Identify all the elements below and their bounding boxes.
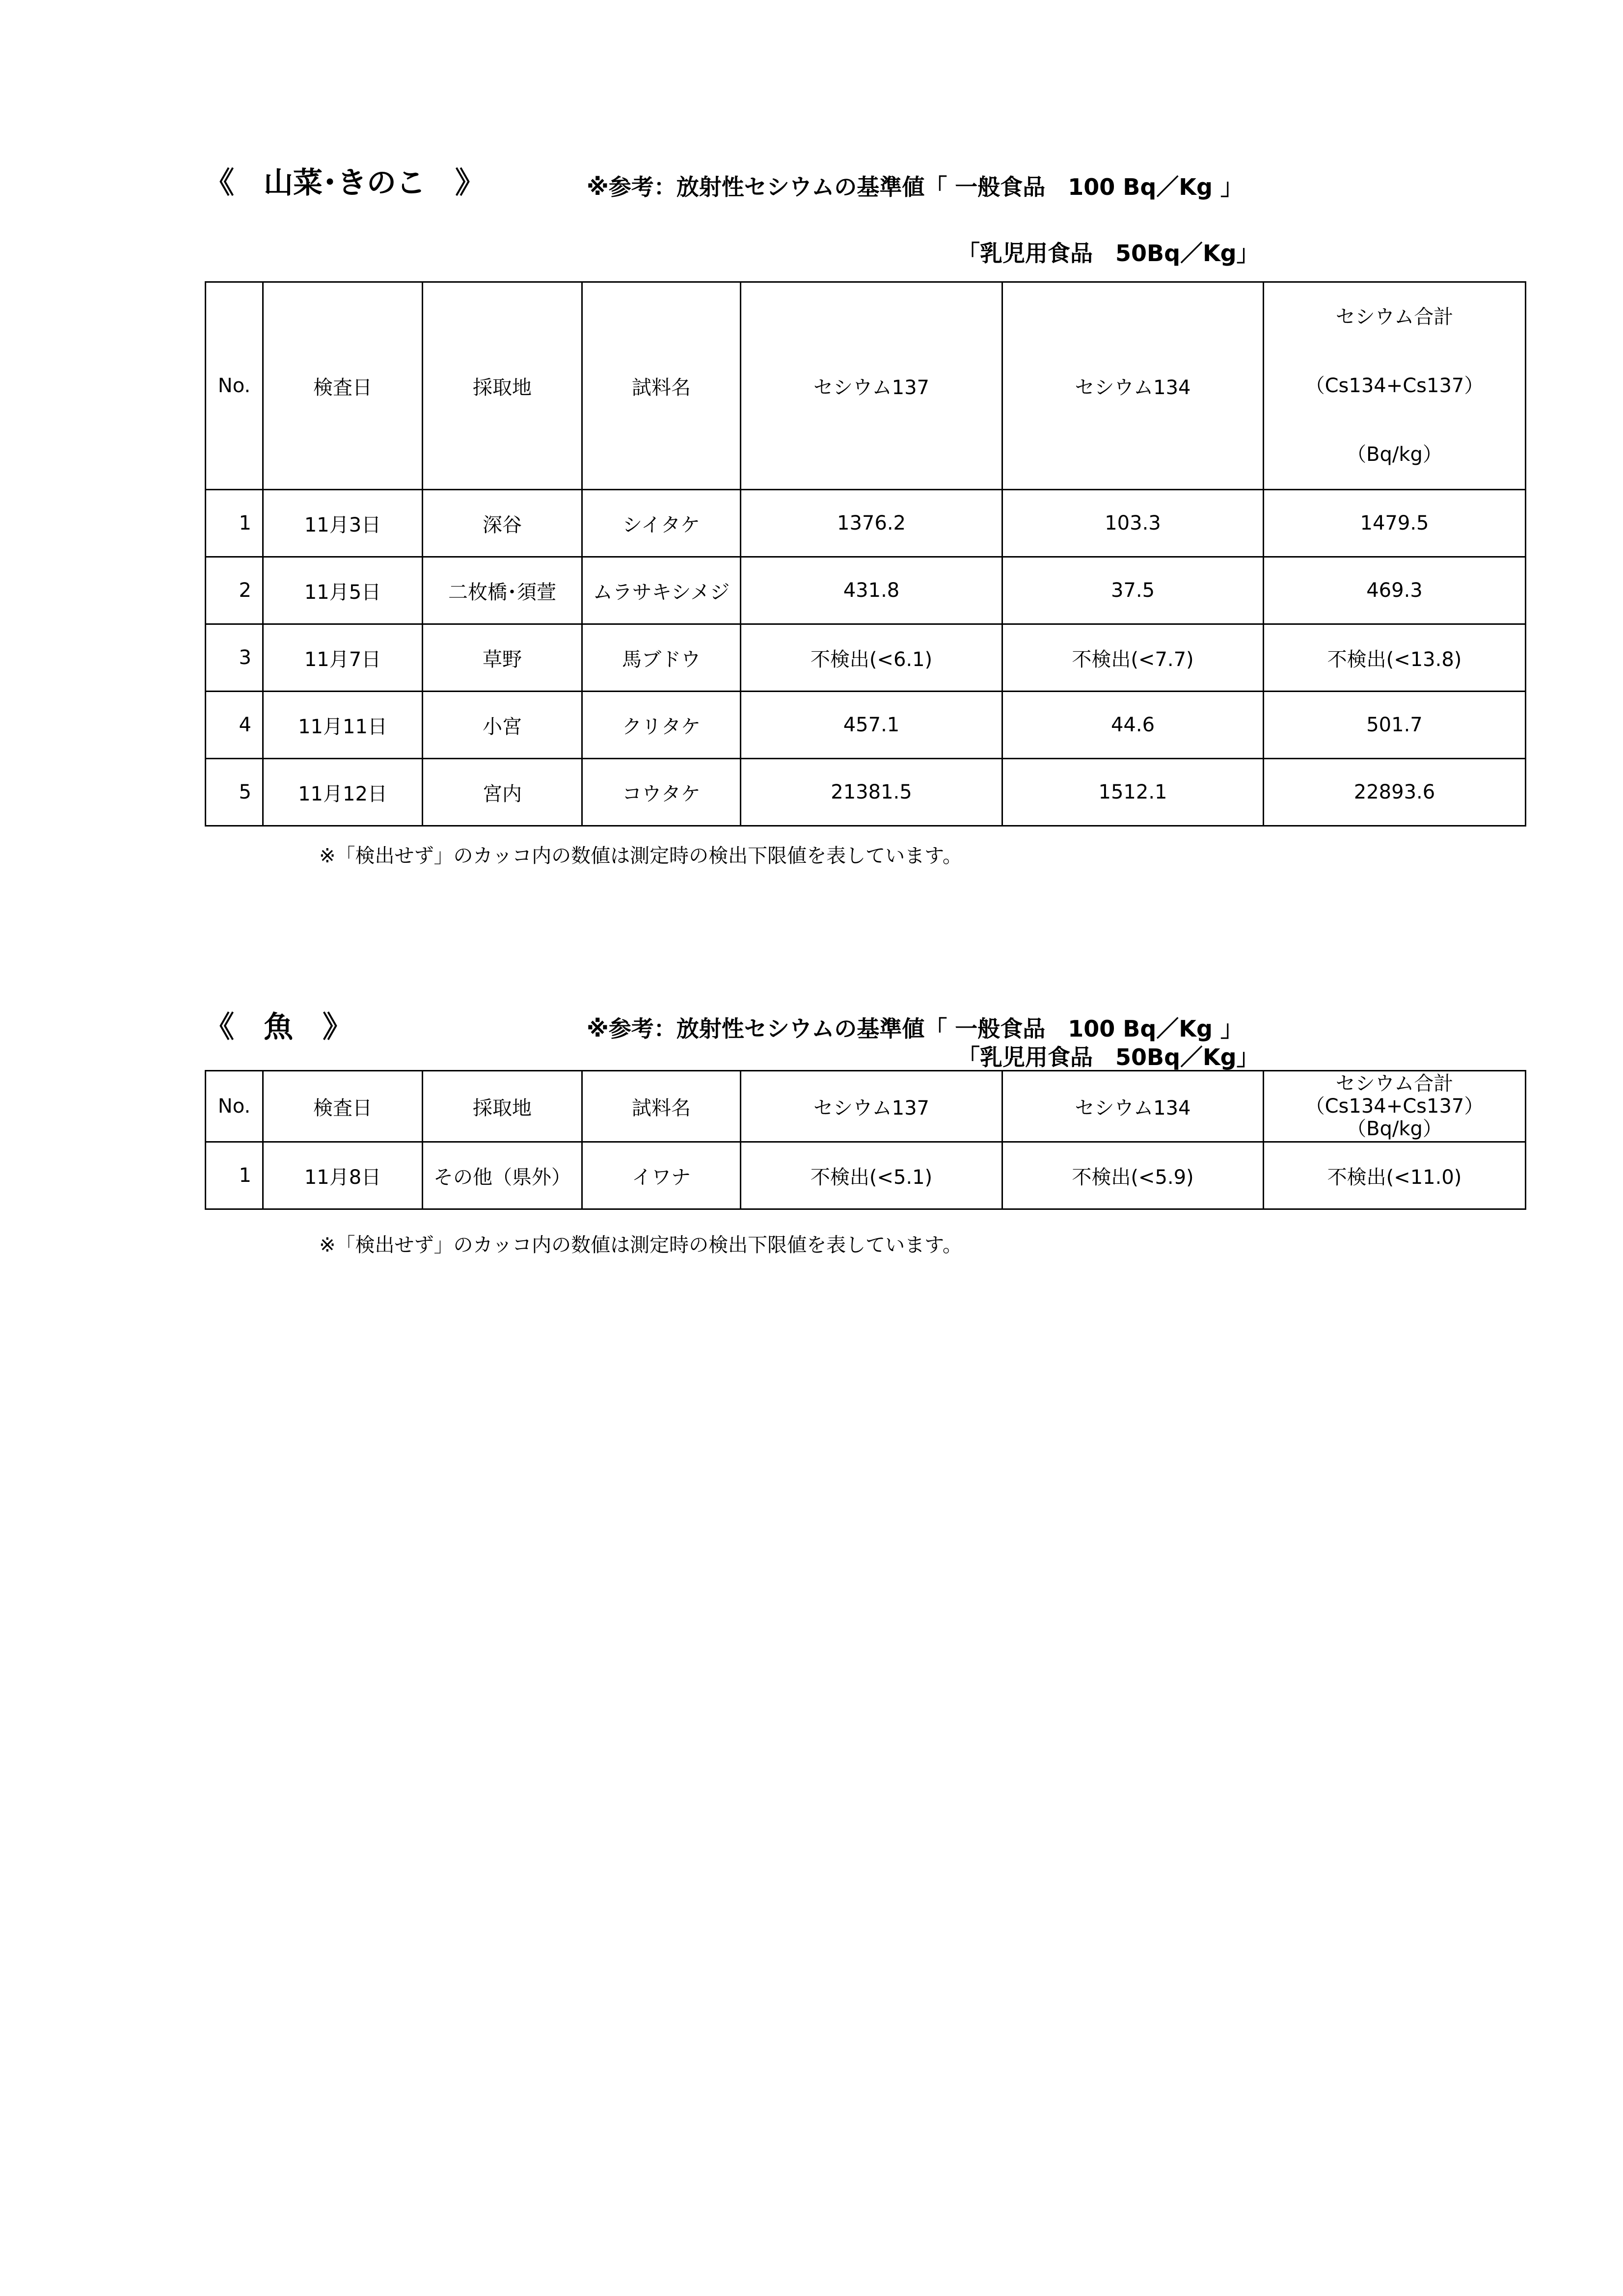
row-location: 二枚橋･須萱 — [423, 557, 582, 624]
row-date: 11月7日 — [263, 624, 423, 692]
detection-limit-note: ※「検出せず」のカッコ内の数値は測定時の検出下限値を表しています。 — [319, 845, 962, 867]
header-cs134: セシウム134 — [1002, 1071, 1264, 1142]
header-total — [1264, 1071, 1526, 1142]
table-row — [206, 759, 1526, 826]
row-cs137: 457.1 — [741, 692, 1002, 759]
fish-table — [205, 1070, 1526, 1210]
row-cs134: 37.5 — [1002, 557, 1264, 624]
row-date: 11月11日 — [263, 692, 423, 759]
reference-standard-general: ※参考：放射性セシウムの基準値「 一般食品 100 Bq／Kg 」 — [587, 174, 1243, 200]
header-location: 採取地 — [423, 282, 582, 490]
header-no: No. — [206, 1071, 263, 1142]
header-cs137: セシウム137 — [741, 282, 1002, 490]
header-total-line2: （Cs134+Cs137） — [1305, 1095, 1484, 1118]
row-cs137: 431.8 — [741, 557, 1002, 624]
header-sample: 試料名 — [582, 282, 741, 490]
table-row — [206, 1142, 1526, 1209]
table-row — [206, 490, 1526, 557]
row-cs134: 1512.1 — [1002, 759, 1264, 826]
row-date: 11月12日 — [263, 759, 423, 826]
row-no: 1 — [206, 490, 263, 557]
row-date: 11月8日 — [263, 1142, 423, 1209]
table-header-row — [206, 1071, 1526, 1142]
table-row — [206, 692, 1526, 759]
row-no: 4 — [206, 692, 263, 759]
header-total-line1: セシウム合計 — [1335, 306, 1454, 328]
row-location: 小宮 — [423, 692, 582, 759]
header-date: 検査日 — [263, 1071, 423, 1142]
reference-standard-general: ※参考：放射性セシウムの基準値「 一般食品 100 Bq／Kg 」 — [587, 1015, 1243, 1042]
row-cs137: 1376.2 — [741, 490, 1002, 557]
row-total: 1479.5 — [1264, 490, 1526, 557]
header-sample: 試料名 — [582, 1071, 741, 1142]
row-no: 5 — [206, 759, 263, 826]
row-cs134: 不検出(<5.9) — [1002, 1142, 1264, 1209]
row-total: 22893.6 — [1264, 759, 1526, 826]
row-sample: 馬ブドウ — [582, 624, 741, 692]
row-cs134: 44.6 — [1002, 692, 1264, 759]
row-sample: クリタケ — [582, 692, 741, 759]
row-cs137: 21381.5 — [741, 759, 1002, 826]
row-no: 3 — [206, 624, 263, 692]
header-cs134: セシウム134 — [1002, 282, 1264, 490]
row-location: その他（県外） — [423, 1142, 582, 1209]
row-cs137: 不検出(<6.1) — [741, 624, 1002, 692]
row-sample: イワナ — [582, 1142, 741, 1209]
row-date: 11月3日 — [263, 490, 423, 557]
row-no: 2 — [206, 557, 263, 624]
detection-limit-note: ※「検出せず」のカッコ内の数値は測定時の検出下限値を表しています。 — [319, 1234, 962, 1256]
wild-vegetables-table — [205, 281, 1526, 827]
header-total-line3: （Bq/kg） — [1347, 443, 1442, 466]
row-total: 501.7 — [1264, 692, 1526, 759]
row-sample: シイタケ — [582, 490, 741, 557]
row-cs137: 不検出(<5.1) — [741, 1142, 1002, 1209]
section-title-wild-vegetables: 《 山菜･きのこ 》 — [205, 166, 485, 200]
row-cs134: 不検出(<7.7) — [1002, 624, 1264, 692]
table-header-row — [206, 282, 1526, 490]
header-date: 検査日 — [263, 282, 423, 490]
row-cs134: 103.3 — [1002, 490, 1264, 557]
table-row — [206, 624, 1526, 692]
row-total: 不検出(<13.8) — [1264, 624, 1526, 692]
row-location: 深谷 — [423, 490, 582, 557]
row-location: 宮内 — [423, 759, 582, 826]
row-date: 11月5日 — [263, 557, 423, 624]
row-location: 草野 — [423, 624, 582, 692]
row-total: 469.3 — [1264, 557, 1526, 624]
header-cs137: セシウム137 — [741, 1071, 1002, 1142]
header-no: No. — [206, 282, 263, 490]
row-sample: コウタケ — [582, 759, 741, 826]
header-total-line1: セシウム合計 — [1335, 1072, 1454, 1095]
section-title-fish: 《 魚 》 — [205, 1010, 352, 1044]
row-no: 1 — [206, 1142, 263, 1209]
row-sample: ムラサキシメジ — [582, 557, 741, 624]
header-total — [1264, 282, 1526, 490]
header-location: 採取地 — [423, 1071, 582, 1142]
reference-standard-infant: 「乳児用食品 50Bq／Kg」 — [957, 1044, 1259, 1070]
header-total-line2: （Cs134+Cs137） — [1305, 374, 1484, 397]
header-total-line3: （Bq/kg） — [1347, 1118, 1442, 1140]
table-row — [206, 557, 1526, 624]
reference-standard-infant: 「乳児用食品 50Bq／Kg」 — [957, 240, 1259, 267]
row-total: 不検出(<11.0) — [1264, 1142, 1526, 1209]
